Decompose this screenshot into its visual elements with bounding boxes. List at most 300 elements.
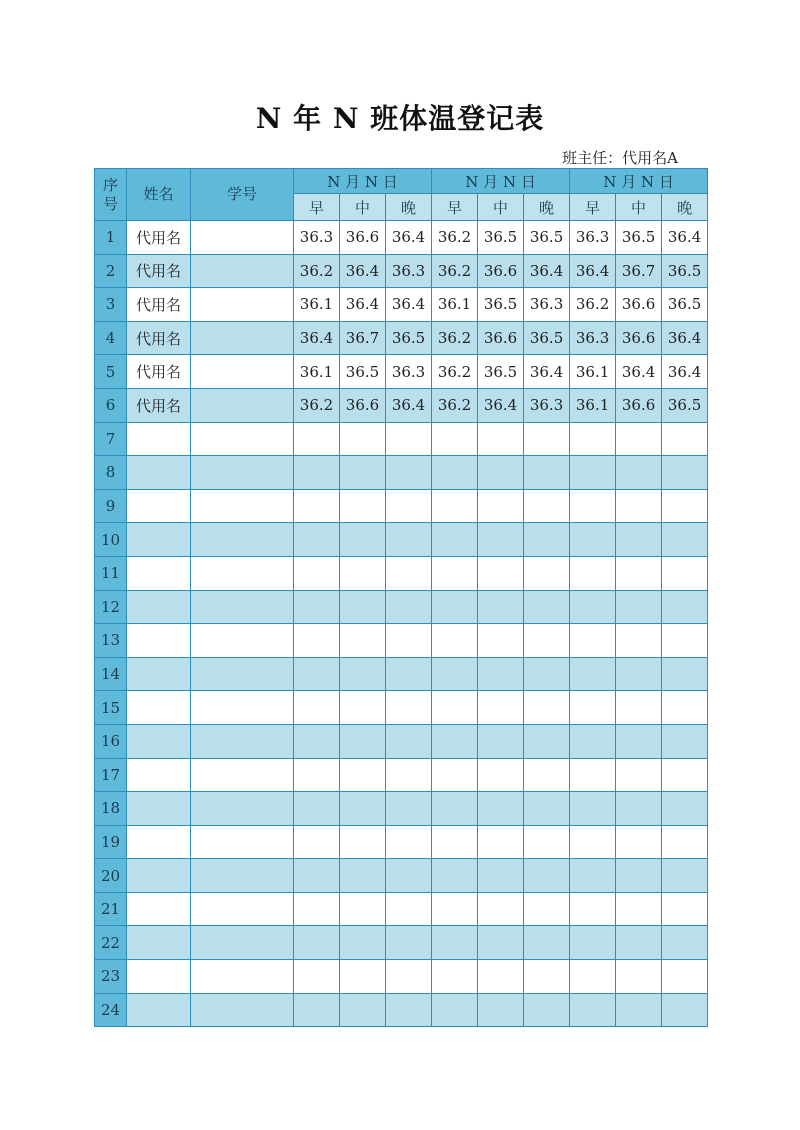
row-temp-day1-morning: 36.2: [294, 254, 340, 288]
row-temp-day3-morning: [570, 825, 616, 859]
row-temp-day1-noon: 36.6: [340, 388, 386, 422]
row-temp-day2-noon: [478, 960, 524, 994]
row-temp-day2-morning: 36.2: [432, 388, 478, 422]
row-temp-day2-morning: [432, 657, 478, 691]
row-temp-day1-noon: [340, 758, 386, 792]
row-temp-day1-evening: [386, 724, 432, 758]
row-temp-day3-evening: 36.5: [662, 288, 708, 322]
table-header: [95, 169, 708, 221]
row-temp-day1-morning: 36.3: [294, 221, 340, 255]
row-temp-day1-evening: [386, 624, 432, 658]
row-temp-day1-morning: 36.4: [294, 321, 340, 355]
row-temp-day1-noon: [340, 523, 386, 557]
table-row: [95, 523, 708, 557]
row-temp-day2-noon: [478, 892, 524, 926]
row-student-id: [191, 489, 294, 523]
row-name: 代用名: [127, 288, 191, 322]
row-name: [127, 724, 191, 758]
header-period-day2-morning: 早: [432, 194, 478, 221]
row-temp-day3-noon: 36.6: [616, 288, 662, 322]
row-temp-day2-noon: [478, 792, 524, 826]
row-temp-day1-evening: [386, 657, 432, 691]
row-temp-day2-noon: [478, 657, 524, 691]
row-temp-day3-noon: [616, 523, 662, 557]
row-temp-day2-noon: [478, 523, 524, 557]
row-temp-day3-noon: [616, 489, 662, 523]
table-row: [95, 691, 708, 725]
row-seq: 1: [95, 221, 127, 255]
row-temp-day2-noon: [478, 691, 524, 725]
row-temp-day1-evening: [386, 792, 432, 826]
row-temp-day2-morning: [432, 556, 478, 590]
row-seq: 5: [95, 355, 127, 389]
row-seq: 8: [95, 456, 127, 490]
row-student-id: [191, 691, 294, 725]
row-temp-day1-evening: 36.3: [386, 254, 432, 288]
header-day-2: N 月 N 日: [432, 169, 570, 194]
table-row: [95, 758, 708, 792]
row-temp-day3-evening: 36.5: [662, 254, 708, 288]
row-temp-day1-evening: [386, 993, 432, 1027]
row-temp-day3-noon: [616, 691, 662, 725]
row-temp-day3-morning: [570, 792, 616, 826]
row-temp-day1-evening: 36.4: [386, 288, 432, 322]
row-seq: 7: [95, 422, 127, 456]
row-seq: 18: [95, 792, 127, 826]
row-name: [127, 859, 191, 893]
row-name: [127, 422, 191, 456]
row-temp-day2-noon: 36.5: [478, 221, 524, 255]
row-temp-day3-evening: [662, 859, 708, 893]
row-student-id: [191, 724, 294, 758]
row-name: [127, 993, 191, 1027]
row-temp-day2-morning: [432, 489, 478, 523]
row-temp-day1-noon: [340, 489, 386, 523]
row-temp-day2-noon: 36.6: [478, 254, 524, 288]
row-temp-day3-morning: [570, 624, 616, 658]
row-temp-day2-morning: [432, 825, 478, 859]
row-temp-day1-evening: 36.5: [386, 321, 432, 355]
row-temp-day2-evening: 36.3: [524, 288, 570, 322]
table-row: [95, 825, 708, 859]
table-row: [95, 388, 708, 422]
row-temp-day3-noon: [616, 892, 662, 926]
row-temp-day1-evening: [386, 926, 432, 960]
header-name: 姓名: [127, 169, 191, 221]
row-temp-day3-noon: [616, 590, 662, 624]
row-student-id: [191, 825, 294, 859]
row-temp-day3-evening: [662, 792, 708, 826]
row-temp-day1-evening: [386, 825, 432, 859]
row-temp-day3-evening: [662, 489, 708, 523]
row-temp-day3-evening: [662, 556, 708, 590]
row-temp-day2-morning: [432, 523, 478, 557]
row-seq: 24: [95, 993, 127, 1027]
row-temp-day2-noon: 36.4: [478, 388, 524, 422]
row-temp-day3-morning: 36.1: [570, 355, 616, 389]
row-temp-day3-evening: [662, 825, 708, 859]
row-temp-day3-morning: [570, 926, 616, 960]
table-row: [95, 288, 708, 322]
table-row: [95, 657, 708, 691]
header-period-day3-morning: 早: [570, 194, 616, 221]
row-name: [127, 556, 191, 590]
header-period-day3-noon: 中: [616, 194, 662, 221]
row-temp-day1-evening: [386, 456, 432, 490]
row-temp-day1-evening: [386, 859, 432, 893]
row-temp-day2-noon: [478, 422, 524, 456]
row-temp-day2-evening: [524, 657, 570, 691]
row-temp-day3-evening: [662, 724, 708, 758]
row-temp-day1-morning: [294, 590, 340, 624]
row-temp-day1-noon: [340, 691, 386, 725]
header-period-day3-evening: 晚: [662, 194, 708, 221]
row-temp-day1-noon: [340, 993, 386, 1027]
table-row: [95, 926, 708, 960]
row-temp-day2-morning: 36.2: [432, 221, 478, 255]
table-row: [95, 456, 708, 490]
row-name: 代用名: [127, 254, 191, 288]
row-temp-day2-evening: [524, 523, 570, 557]
row-temp-day2-evening: [524, 758, 570, 792]
row-temp-day3-evening: [662, 691, 708, 725]
row-temp-day2-noon: [478, 724, 524, 758]
row-temp-day1-morning: 36.1: [294, 288, 340, 322]
row-seq: 3: [95, 288, 127, 322]
row-seq: 14: [95, 657, 127, 691]
row-temp-day3-evening: [662, 624, 708, 658]
row-student-id: [191, 657, 294, 691]
row-temp-day1-morning: [294, 825, 340, 859]
row-temp-day1-noon: [340, 657, 386, 691]
row-temp-day1-morning: [294, 657, 340, 691]
row-temp-day1-morning: [294, 758, 340, 792]
row-temp-day1-morning: [294, 556, 340, 590]
table-row: [95, 556, 708, 590]
row-temp-day2-noon: [478, 825, 524, 859]
row-temp-day1-evening: 36.3: [386, 355, 432, 389]
row-student-id: [191, 556, 294, 590]
row-temp-day2-evening: 36.5: [524, 221, 570, 255]
row-name: [127, 489, 191, 523]
row-temp-day3-noon: 36.6: [616, 388, 662, 422]
row-temp-day1-morning: [294, 792, 340, 826]
row-student-id: [191, 221, 294, 255]
row-temp-day2-evening: [524, 624, 570, 658]
row-temp-day3-morning: [570, 523, 616, 557]
table-row: [95, 960, 708, 994]
row-temp-day1-evening: [386, 758, 432, 792]
row-name: [127, 825, 191, 859]
row-temp-day3-noon: 36.6: [616, 321, 662, 355]
row-seq: 11: [95, 556, 127, 590]
row-temp-day2-morning: [432, 993, 478, 1027]
row-temp-day1-noon: [340, 590, 386, 624]
row-temp-day3-morning: [570, 892, 616, 926]
row-temp-day1-morning: 36.1: [294, 355, 340, 389]
row-name: 代用名: [127, 221, 191, 255]
row-temp-day3-evening: [662, 960, 708, 994]
row-temp-day3-noon: [616, 724, 662, 758]
header-day-3: N 月 N 日: [570, 169, 708, 194]
row-temp-day1-noon: 36.6: [340, 221, 386, 255]
row-temp-day3-morning: 36.1: [570, 388, 616, 422]
row-name: [127, 657, 191, 691]
row-temp-day1-noon: [340, 456, 386, 490]
row-temp-day2-evening: [524, 792, 570, 826]
row-temp-day3-morning: [570, 657, 616, 691]
row-temp-day1-noon: [340, 859, 386, 893]
row-temp-day2-morning: 36.2: [432, 321, 478, 355]
table-row: [95, 254, 708, 288]
row-temp-day3-evening: 36.4: [662, 221, 708, 255]
row-seq: 20: [95, 859, 127, 893]
row-temp-day2-noon: 36.6: [478, 321, 524, 355]
row-name: [127, 590, 191, 624]
row-name: 代用名: [127, 321, 191, 355]
row-temp-day1-noon: 36.7: [340, 321, 386, 355]
row-temp-day2-morning: [432, 422, 478, 456]
row-temp-day3-morning: [570, 691, 616, 725]
row-temp-day2-noon: 36.5: [478, 288, 524, 322]
row-temp-day2-evening: [524, 724, 570, 758]
row-temp-day1-noon: [340, 792, 386, 826]
row-temp-day2-evening: [524, 859, 570, 893]
row-temp-day2-morning: 36.2: [432, 355, 478, 389]
row-temp-day2-noon: [478, 993, 524, 1027]
header-seq-line1: 序: [102, 175, 118, 194]
row-temp-day1-morning: [294, 960, 340, 994]
row-temp-day1-evening: [386, 960, 432, 994]
row-temp-day2-evening: 36.3: [524, 388, 570, 422]
row-temp-day3-evening: [662, 892, 708, 926]
table-row: [95, 792, 708, 826]
row-temp-day2-evening: [524, 422, 570, 456]
header-seq-line2: 号: [102, 194, 118, 213]
row-temp-day2-evening: 36.4: [524, 355, 570, 389]
table-row: [95, 355, 708, 389]
row-seq: 22: [95, 926, 127, 960]
row-seq: 15: [95, 691, 127, 725]
row-temp-day1-evening: [386, 691, 432, 725]
row-temp-day3-evening: 36.4: [662, 321, 708, 355]
row-student-id: [191, 926, 294, 960]
row-temp-day3-evening: 36.4: [662, 355, 708, 389]
table-row: [95, 489, 708, 523]
row-name: [127, 758, 191, 792]
header-period-day2-noon: 中: [478, 194, 524, 221]
row-temp-day1-morning: [294, 892, 340, 926]
row-student-id: [191, 523, 294, 557]
row-temp-day2-evening: [524, 489, 570, 523]
row-temp-day1-evening: 36.4: [386, 388, 432, 422]
row-temp-day1-morning: [294, 993, 340, 1027]
row-student-id: [191, 792, 294, 826]
table-row: [95, 321, 708, 355]
row-temp-day1-evening: [386, 892, 432, 926]
row-temp-day2-evening: [524, 960, 570, 994]
row-seq: 9: [95, 489, 127, 523]
row-temp-day1-noon: [340, 892, 386, 926]
row-temp-day1-noon: 36.4: [340, 288, 386, 322]
row-temp-day1-evening: [386, 556, 432, 590]
row-temp-day3-morning: [570, 724, 616, 758]
row-temp-day2-evening: [524, 556, 570, 590]
row-temp-day2-noon: 36.5: [478, 355, 524, 389]
row-name: 代用名: [127, 355, 191, 389]
table-row: [95, 993, 708, 1027]
row-seq: 10: [95, 523, 127, 557]
row-temp-day1-morning: [294, 926, 340, 960]
row-temp-day2-evening: [524, 691, 570, 725]
row-temp-day2-noon: [478, 590, 524, 624]
row-seq: 12: [95, 590, 127, 624]
row-seq: 2: [95, 254, 127, 288]
row-temp-day1-noon: [340, 724, 386, 758]
row-student-id: [191, 288, 294, 322]
row-temp-day2-evening: [524, 892, 570, 926]
row-temp-day3-evening: [662, 422, 708, 456]
table-row: [95, 859, 708, 893]
row-name: [127, 960, 191, 994]
row-student-id: [191, 321, 294, 355]
row-student-id: [191, 254, 294, 288]
table-row: [95, 892, 708, 926]
header-period-day1-noon: 中: [340, 194, 386, 221]
row-student-id: [191, 590, 294, 624]
row-temp-day3-evening: [662, 590, 708, 624]
row-temp-day3-noon: [616, 556, 662, 590]
row-temp-day3-morning: [570, 556, 616, 590]
row-temp-day3-morning: [570, 758, 616, 792]
row-temp-day1-morning: [294, 691, 340, 725]
row-temp-day3-morning: [570, 960, 616, 994]
header-student-id: 学号: [191, 169, 294, 221]
row-temp-day3-noon: [616, 993, 662, 1027]
row-student-id: [191, 355, 294, 389]
row-temp-day3-evening: [662, 926, 708, 960]
row-temp-day2-noon: [478, 456, 524, 490]
row-temp-day3-morning: 36.4: [570, 254, 616, 288]
row-temp-day3-noon: [616, 624, 662, 658]
row-temp-day2-morning: [432, 892, 478, 926]
row-student-id: [191, 456, 294, 490]
row-temp-day2-evening: [524, 590, 570, 624]
row-student-id: [191, 388, 294, 422]
row-temp-day1-morning: [294, 724, 340, 758]
row-name: [127, 691, 191, 725]
row-temp-day3-noon: [616, 859, 662, 893]
row-temp-day3-evening: [662, 523, 708, 557]
row-temp-day2-morning: [432, 926, 478, 960]
header-day-1: N 月 N 日: [294, 169, 432, 194]
row-seq: 23: [95, 960, 127, 994]
row-temp-day2-morning: [432, 859, 478, 893]
teacher-label: 班主任：代用名A: [562, 149, 678, 167]
row-temp-day1-noon: [340, 926, 386, 960]
row-temp-day3-morning: 36.3: [570, 221, 616, 255]
row-temp-day3-noon: [616, 960, 662, 994]
row-student-id: [191, 892, 294, 926]
table-row: [95, 221, 708, 255]
row-temp-day3-noon: 36.7: [616, 254, 662, 288]
row-temp-day2-evening: [524, 926, 570, 960]
row-name: [127, 624, 191, 658]
row-temp-day1-morning: [294, 523, 340, 557]
table-row: [95, 590, 708, 624]
row-temp-day2-noon: [478, 859, 524, 893]
row-temp-day1-noon: [340, 825, 386, 859]
row-temp-day3-morning: [570, 489, 616, 523]
row-seq: 19: [95, 825, 127, 859]
row-seq: 21: [95, 892, 127, 926]
page-title: N 年 N 班体温登记表: [255, 102, 545, 135]
row-temp-day1-noon: [340, 422, 386, 456]
row-temp-day2-morning: [432, 456, 478, 490]
row-seq: 4: [95, 321, 127, 355]
row-temp-day3-evening: [662, 456, 708, 490]
row-name: [127, 792, 191, 826]
row-temp-day3-noon: [616, 926, 662, 960]
row-seq: 13: [95, 624, 127, 658]
row-temp-day2-morning: [432, 724, 478, 758]
row-temp-day2-morning: [432, 590, 478, 624]
row-temp-day2-noon: [478, 556, 524, 590]
row-student-id: [191, 859, 294, 893]
row-temp-day2-morning: [432, 758, 478, 792]
row-name: [127, 456, 191, 490]
row-temp-day2-evening: [524, 825, 570, 859]
row-name: [127, 892, 191, 926]
row-seq: 17: [95, 758, 127, 792]
row-student-id: [191, 960, 294, 994]
row-temp-day1-noon: [340, 624, 386, 658]
row-temp-day2-noon: [478, 489, 524, 523]
row-temp-day1-evening: [386, 523, 432, 557]
row-temp-day2-evening: 36.5: [524, 321, 570, 355]
row-temp-day2-evening: [524, 456, 570, 490]
row-temp-day3-evening: 36.5: [662, 388, 708, 422]
row-temp-day3-morning: [570, 993, 616, 1027]
row-temp-day1-morning: 36.2: [294, 388, 340, 422]
row-temp-day2-evening: 36.4: [524, 254, 570, 288]
table-body: [95, 221, 708, 1027]
row-seq: 6: [95, 388, 127, 422]
row-temp-day2-noon: [478, 758, 524, 792]
row-temp-day2-morning: [432, 792, 478, 826]
row-temp-day3-evening: [662, 758, 708, 792]
row-temp-day3-morning: [570, 859, 616, 893]
row-temp-day2-noon: [478, 624, 524, 658]
row-temp-day3-noon: [616, 456, 662, 490]
row-temp-day1-morning: [294, 859, 340, 893]
row-temp-day3-evening: [662, 657, 708, 691]
row-temp-day3-noon: 36.4: [616, 355, 662, 389]
row-temp-day3-noon: [616, 657, 662, 691]
header-period-day1-morning: 早: [294, 194, 340, 221]
row-temp-day2-morning: [432, 691, 478, 725]
row-temp-day2-morning: 36.2: [432, 254, 478, 288]
row-student-id: [191, 993, 294, 1027]
row-temp-day1-noon: 36.4: [340, 254, 386, 288]
row-temp-day1-evening: [386, 489, 432, 523]
row-temp-day3-morning: [570, 422, 616, 456]
row-temp-day2-evening: [524, 993, 570, 1027]
row-temp-day1-morning: [294, 456, 340, 490]
row-temp-day1-evening: 36.4: [386, 221, 432, 255]
row-temp-day2-noon: [478, 926, 524, 960]
row-temp-day1-morning: [294, 489, 340, 523]
